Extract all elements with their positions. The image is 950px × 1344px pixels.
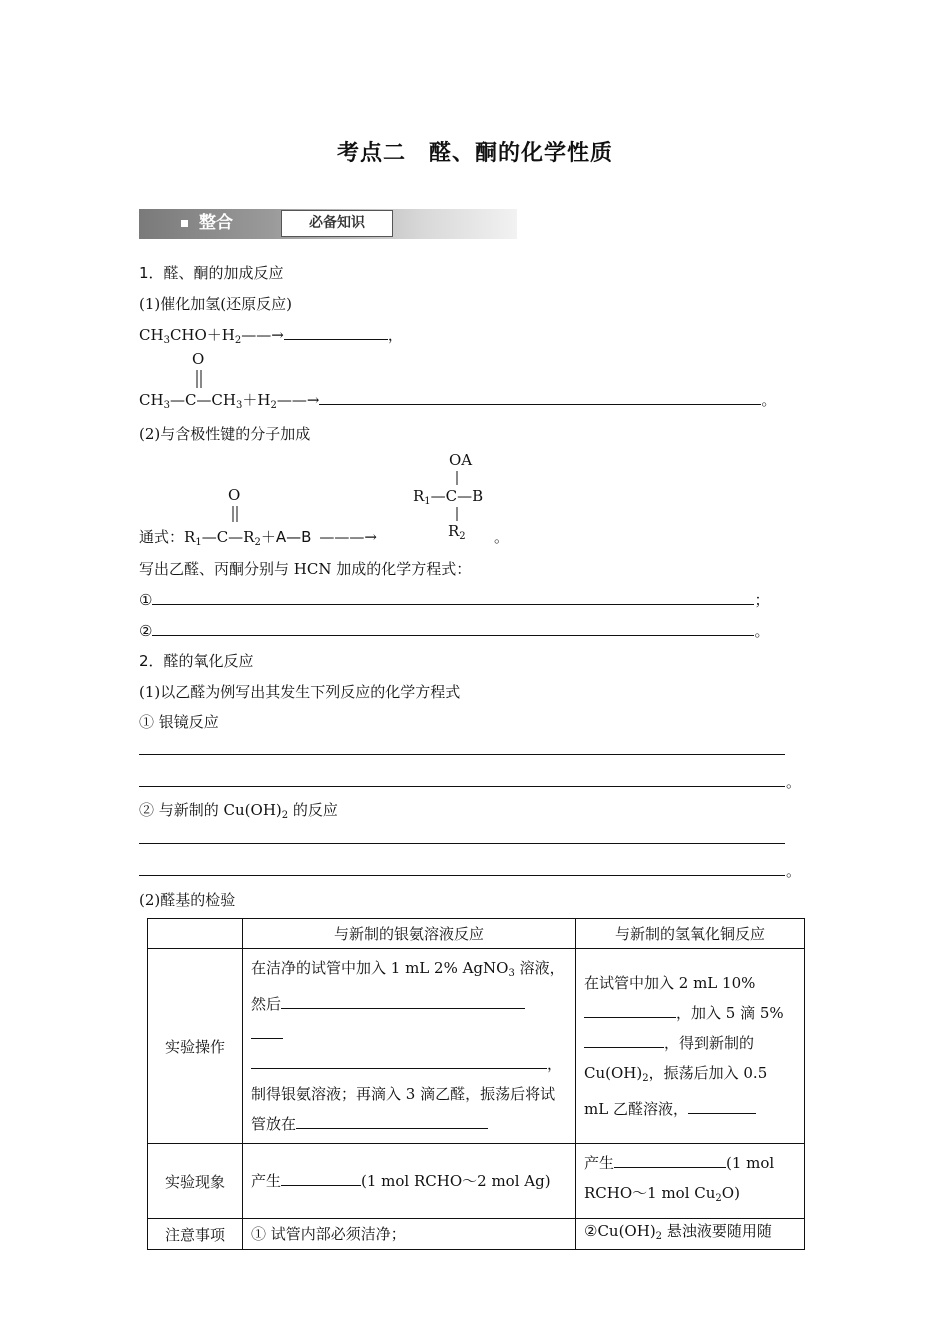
eq-text: B	[472, 487, 484, 505]
answer-blank[interactable]	[614, 1153, 726, 1168]
answer-blank[interactable]	[139, 875, 785, 876]
section-banner	[139, 209, 517, 241]
single-bond-icon	[450, 506, 464, 522]
answer-blank[interactable]	[152, 621, 754, 636]
table-row	[148, 1144, 805, 1219]
subscript: 3	[508, 968, 515, 979]
cell-text: ① 试管内部必须洁净；	[251, 1225, 406, 1243]
punctuation: 。	[786, 862, 802, 880]
page-title: 考点二 醛、酮的化学性质	[336, 141, 613, 166]
subscript: 2	[281, 810, 289, 821]
answer-blank[interactable]	[584, 1003, 676, 1018]
eq-text: CHO＋H	[169, 326, 235, 344]
answer-blank[interactable]	[281, 1171, 361, 1186]
square-bullet-icon	[181, 220, 188, 227]
eq-text: R	[413, 487, 425, 505]
eq-text: ② 与新制的 Cu(OH)	[139, 801, 282, 819]
equation-acetaldehyde-h2	[139, 324, 403, 346]
cell-fragment: 在洁净的试管中加入 1 mL 2% AgNO	[251, 959, 509, 977]
table-row	[148, 949, 805, 1144]
answer-blank[interactable]	[139, 754, 785, 755]
cell-fragment: (1 mol RCHO～1 mol Cu	[584, 1154, 775, 1202]
silver-mirror-label: ① 银镜反应	[139, 713, 219, 731]
subscript: 3	[163, 400, 170, 411]
row-label: 实验操作	[148, 949, 243, 1144]
answer-blank[interactable]	[139, 786, 785, 787]
eq-text: R	[184, 528, 196, 546]
cell-fragment: ，振荡后加入 0.5 mL 乙醛溶液，	[584, 1064, 768, 1118]
row-label: 实验现象	[148, 1144, 243, 1219]
cell-fragment: ，得到新制的 Cu(OH)	[584, 1034, 755, 1082]
eq-text: ＋A—B	[260, 528, 312, 546]
answer-blank[interactable]	[139, 843, 785, 844]
answer-blank[interactable]	[251, 1054, 547, 1069]
product-r2	[448, 522, 466, 542]
cell-text	[576, 1219, 804, 1249]
eq-text: 的反应	[288, 801, 338, 819]
product-oa: OA	[449, 451, 473, 469]
answer-blank[interactable]	[296, 1114, 488, 1129]
table-row	[148, 1219, 805, 1250]
eq-text: CH	[139, 326, 164, 344]
subheading-hydrogenation: (1)催化加氢(还原反应)	[139, 295, 292, 313]
subscript: 2	[254, 537, 261, 548]
answer-line-1	[139, 589, 769, 610]
table-cell	[576, 1144, 805, 1219]
punctuation: ；	[754, 591, 770, 609]
table-cell	[243, 949, 576, 1144]
table-cell	[243, 1219, 576, 1250]
table-header-cell	[148, 919, 243, 949]
subscript: 2	[642, 1073, 649, 1084]
eq-text: —	[430, 487, 446, 505]
subscript: 2	[655, 1231, 663, 1242]
punctuation: 。	[786, 773, 802, 791]
cell-text	[243, 949, 575, 1143]
cell-fragment: 溶液，然后	[251, 959, 565, 1013]
subscript: 1	[195, 537, 202, 548]
subscript: 3	[235, 400, 243, 411]
subheading-aldehyde-test: (2)醛基的检验	[139, 891, 236, 909]
answer-line-2	[139, 620, 769, 641]
copper-hydroxide-label	[139, 799, 338, 821]
eq-text: ＋H	[242, 391, 271, 409]
banner-box-label: 必备知识	[281, 210, 393, 237]
subscript: 2	[270, 400, 277, 411]
answer-blank[interactable]	[281, 994, 525, 1009]
label-text: 通式：	[139, 528, 185, 546]
eq-text: —C—	[169, 391, 212, 409]
answer-blank[interactable]	[284, 325, 388, 340]
punctuation: 。	[754, 622, 770, 640]
product-center	[413, 487, 483, 507]
answer-blank[interactable]	[688, 1099, 756, 1114]
answer-blank[interactable]	[152, 590, 754, 605]
subscript: 2	[459, 531, 466, 542]
general-equation	[139, 526, 377, 548]
punctuation: 。	[494, 528, 510, 546]
punctuation: 。	[761, 391, 777, 409]
cell-fragment: O)	[721, 1184, 740, 1202]
cell-fragment: (1 mol RCHO～2 mol Ag)	[361, 1172, 551, 1190]
cell-fragment: 悬浊液要随用随	[662, 1222, 772, 1240]
reaction-arrow: ——→	[241, 326, 284, 344]
table-header-row	[148, 919, 805, 949]
carbonyl-oxygen: O	[192, 350, 205, 368]
cell-fragment: 制得银氨溶液；再滴入 3 滴乙醛，振荡后将试管放在	[251, 1085, 556, 1133]
section-2-heading: 2．醛的氧化反应	[139, 652, 254, 670]
answer-blank[interactable]	[584, 1033, 664, 1048]
equation-acetone-h2	[139, 389, 776, 411]
cell-fragment: ②Cu(OH)	[584, 1222, 656, 1240]
item-marker: ②	[139, 622, 153, 640]
eq-text: —	[201, 528, 217, 546]
eq-text: R	[243, 528, 255, 546]
subscript: 1	[424, 496, 431, 507]
answer-blank[interactable]	[319, 390, 761, 405]
eq-text: R	[448, 522, 460, 540]
cell-fragment: 在试管中加入 2 mL 10%	[584, 974, 756, 992]
banner-tag	[139, 209, 279, 239]
single-bond-icon	[450, 470, 464, 486]
subscript: 3	[163, 335, 170, 346]
table-cell	[576, 1219, 805, 1250]
reaction-arrow: ——→	[276, 391, 320, 409]
eq-text: CH	[139, 391, 164, 409]
row-label: 注意事项	[148, 1219, 243, 1250]
subscript: 2	[234, 335, 242, 346]
table-header-cell: 与新制的氢氧化铜反应	[576, 919, 805, 949]
reaction-arrow: ———→	[319, 528, 377, 546]
cell-fragment: 产生	[251, 1172, 282, 1190]
subscript: 2	[715, 1193, 722, 1204]
double-bond-icon	[192, 368, 206, 390]
eq-text: —	[457, 487, 473, 505]
cell-text	[243, 1162, 575, 1200]
subheading-acetaldehyde: (1)以乙醛为例写出其发生下列反应的化学方程式	[139, 683, 461, 701]
aldehyde-test-table	[147, 918, 805, 1250]
cell-fragment: ，加入 5 滴 5%	[676, 1004, 784, 1022]
general-oxygen: O	[228, 486, 241, 504]
cell-fragment: ，	[547, 1055, 563, 1073]
punctuation: ，	[387, 326, 403, 344]
item-marker: ①	[139, 591, 153, 609]
table-header-cell: 与新制的银氨溶液反应	[243, 919, 576, 949]
section-1-heading: 1．醛、酮的加成反应	[139, 264, 284, 282]
eq-text: C	[445, 487, 458, 505]
table-cell	[243, 1144, 576, 1219]
cell-text	[576, 1144, 804, 1218]
table-cell	[576, 949, 805, 1144]
subheading-polar-addition: (2)与含极性键的分子加成	[139, 425, 311, 443]
answer-blank[interactable]	[251, 1024, 283, 1039]
cell-text	[576, 964, 804, 1128]
hcn-prompt: 写出乙醛、丙酮分别与 HCN 加成的化学方程式：	[139, 560, 472, 578]
eq-text: CH	[211, 391, 236, 409]
eq-text: —	[228, 528, 244, 546]
banner-tag-label: 整合	[199, 213, 233, 233]
cell-fragment: 产生	[584, 1154, 615, 1172]
double-bond-icon	[228, 504, 242, 524]
eq-text: C	[216, 528, 229, 546]
